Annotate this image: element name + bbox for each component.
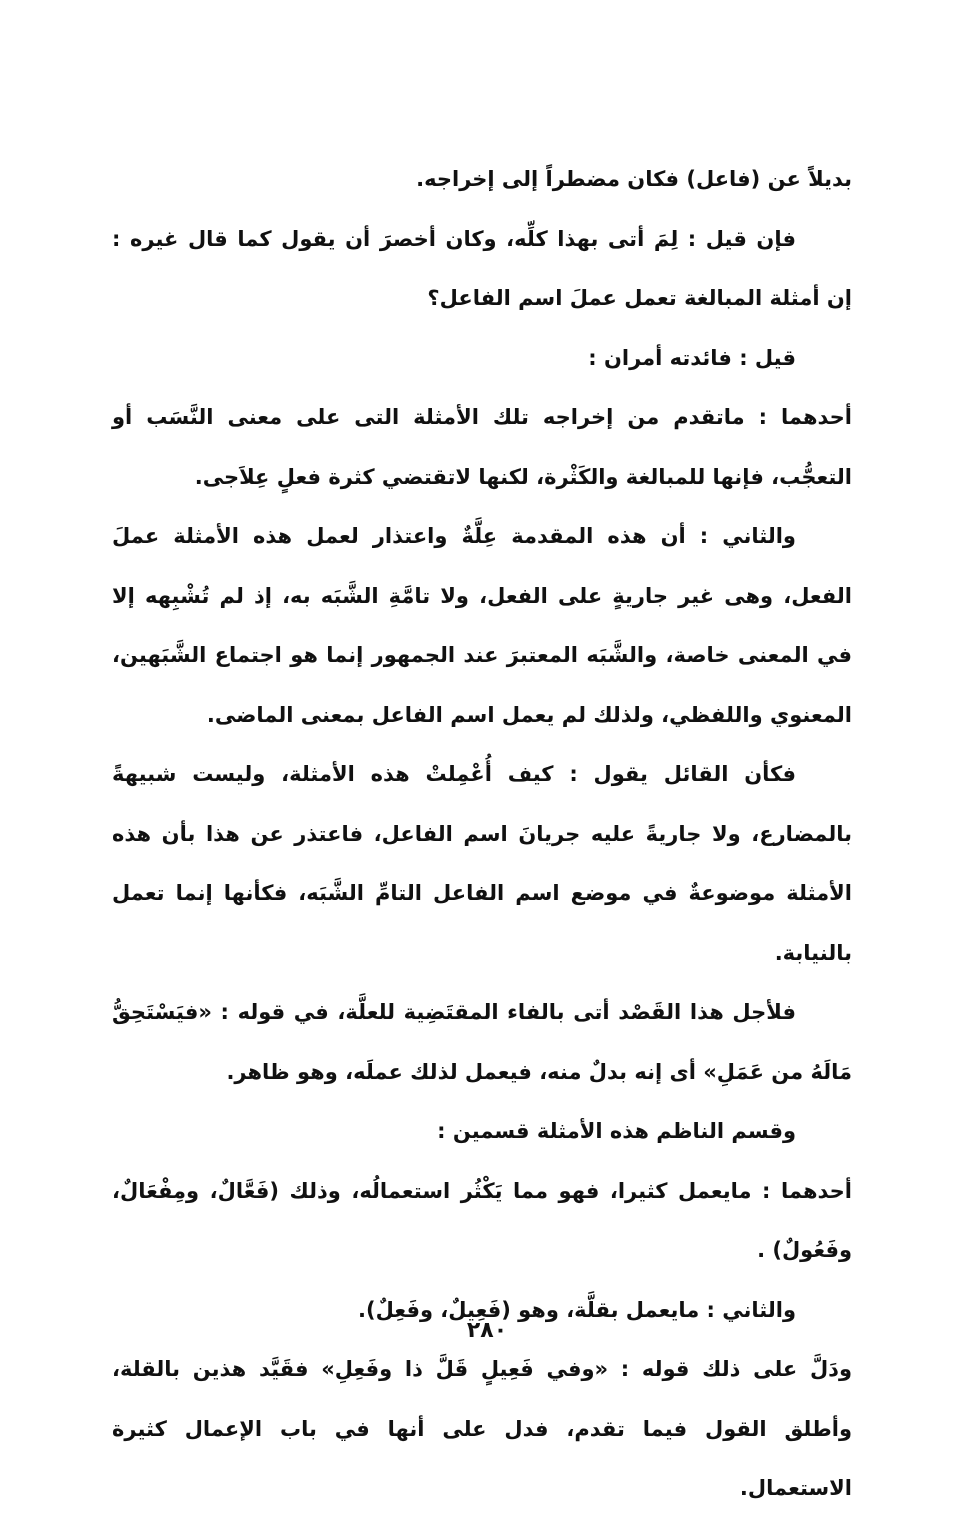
paragraph-1: بديلاً عن (فاعل) فكان مضطراً إلى إخراجه.: [416, 167, 852, 191]
paragraph-11: ودَلَّ على ذلك قوله : «وفي فَعِيلٍ قَلَّ ذا وفَعِلِ» فقَيَّد هذين بالقلة، وأطلق القول فيما تقدم، فدل على أنها في باب الإعمال كثيرة الاستعمال.: [112, 1357, 852, 1500]
paragraph-8: وقسم الناظم هذه الأمثلة قسمين :: [437, 1119, 796, 1143]
paragraph-6: فكأن القائل يقول : كيف أُعْمِلتْ هذه الأمثلة، وليست شبيهةً بالمضارع، ولا جاريةً عليه جريانَ اسم الفاعل، فاعتذر عن هذا بأن هذه الأمثلة موضوعةٌ في موضع اسم الفاعل التامِّ الشَّبَه، فكأنها إنما تعمل بالنيابة.: [112, 762, 852, 965]
paragraph-5: والثاني : أن هذه المقدمة عِلَّةٌ واعتذار لعمل هذه الأمثلة عملَ الفعل، وهى غير جاريةٍ على الفعل، ولا تامَّةِ الشَّبَه به، إذ لم تُشْبِهه إلا في المعنى خاصة، والشَّبَه المعتبرَ عند الجمهور إنما هو اجتماع الشَّبَهين، المعنوي واللفظي، ولذلك لم يعمل اسم الفاعل بمعنى الماضى.: [112, 524, 852, 727]
paragraph-9: أحدهما : مايعمل كثيرا، فهو مما يَكْثُر استعمالُه، وذلك (فَعَّالٌ، ومِفْعَالٌ، وفَعُولٌ) .: [112, 1178, 852, 1262]
paragraph-10: والثاني : مايعمل بقلَّة، وهو (فَعِيلٌ، وفَعِلٌ).: [358, 1297, 796, 1322]
page-number: ٢٨٠: [466, 1318, 508, 1343]
paragraph-3: قيل : فائدته أمران :: [588, 345, 796, 370]
paragraph-2: فإن قيل : لِمَ أتى بهذا كلِّه، وكان أخصرَ أن يقول كما قال غيره : إن أمثلة المبالغة تعمل عملَ اسم الفاعل؟: [112, 226, 852, 310]
paragraph-7: فلأجل هذا القَصْد أتى بالفاء المقتَضِية للعلَّة، في قوله : «فيَسْتَحِقُّ مَالَهُ من عَمَلِ» أى إنه بدلٌ منه، فيعمل لذلك عملَه، وهو ظاهر.: [112, 1000, 852, 1084]
body-text: [112, 150, 852, 1519]
paragraph-4: أحدهما : ماتقدم من إخراجه تلك الأمثلة التى على معنى النَّسَب أو التعجُّب، فإنها للمبالغة والكَثْرة، لكنها لاتقتضي كثرة فعلٍ عِلاَجى.: [112, 405, 852, 489]
